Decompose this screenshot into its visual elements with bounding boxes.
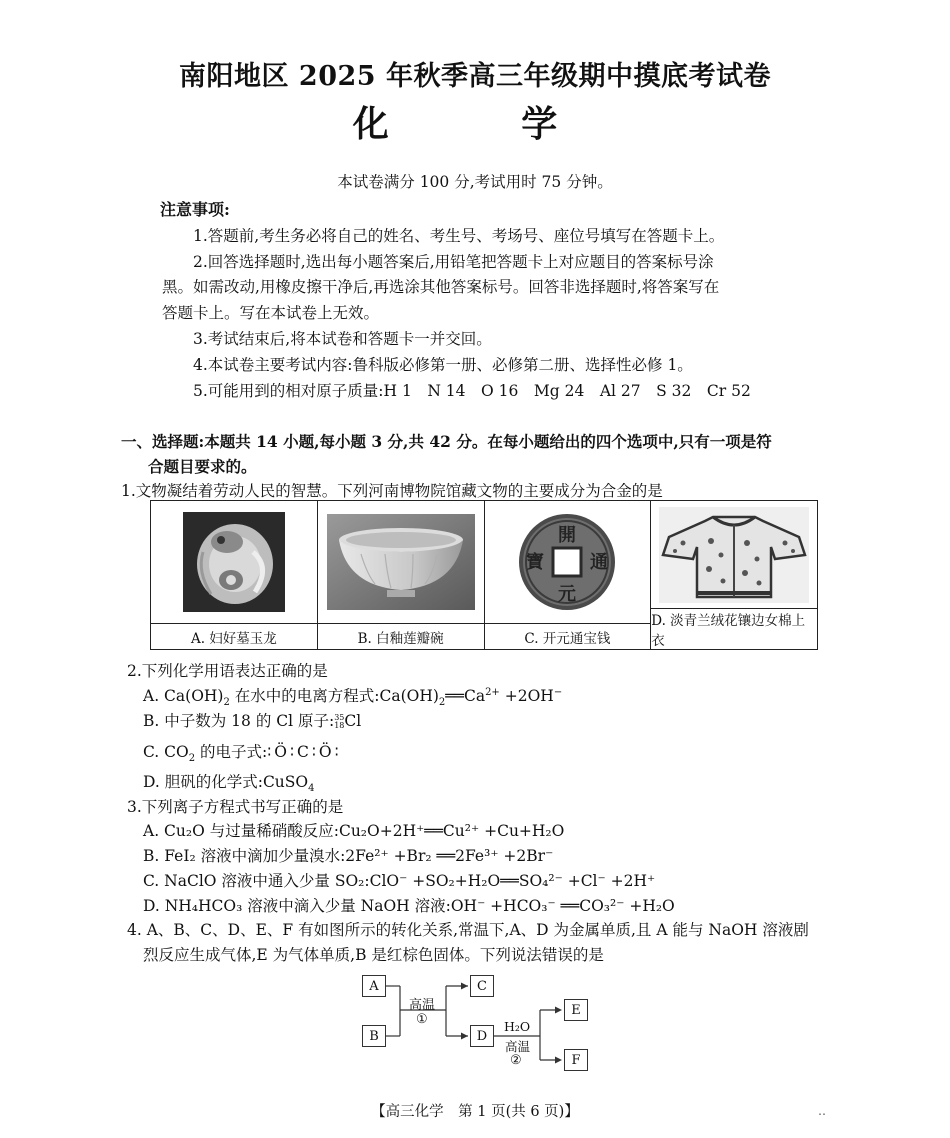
condition-2-water: H₂O	[504, 1019, 531, 1034]
node-d: D	[470, 1025, 494, 1047]
coin-char-bottom: 元	[558, 584, 577, 605]
co2-electron-formula: ∶Ö∶C∶Ö∶	[267, 743, 342, 761]
subject-title: 化 学	[352, 103, 598, 145]
note-2b: 黑。如需改动,用橡皮擦干净后,再选涂其他答案标号。回答非选择题时,将答案写在	[162, 278, 720, 296]
step-2-label: ②	[510, 1053, 522, 1068]
condition-1-label: 高温	[409, 998, 436, 1013]
exam-info: 本试卷满分 100 分,考试用时 75 分钟。	[337, 173, 613, 191]
exam-title: 南阳地区 2025 年秋季高三年级期中摸底考试卷	[179, 61, 771, 92]
question-1-stem: 1.文物凝结着劳动人民的智慧。下列河南博物院馆藏文物的主要成分为合金的是	[121, 482, 663, 500]
question-2-option-d: D. 胆矾的化学式:CuSO$_4$	[143, 773, 315, 795]
coin-char-top: 開	[558, 525, 577, 546]
option-a-label: A. 妇好墓玉龙	[190, 630, 277, 647]
option-c-label: C. 开元通宝钱	[524, 630, 611, 647]
note-4: 4.本试卷主要考试内容:鲁科版必修第一册、必修第二册、选择性必修 1。	[193, 356, 693, 374]
section-1-instructions: 一、选择题:本题共 14 小题,每小题 3 分,共 42 分。在每小题给出的四个选项中,只有一项是符	[121, 432, 772, 451]
question-3-option-d: D. NH₄HCO₃ 溶液中滴入少量 NaOH 溶液:OH⁻ +HCO₃⁻ ══CO₃²⁻ +H₂O	[143, 897, 675, 915]
page-footer: 【高三化学 第 1 页(共 6 页)】	[371, 1104, 579, 1120]
node-a: A	[362, 975, 386, 997]
coin-char-right: 通	[590, 552, 609, 573]
condition-2-label: 高温	[505, 1039, 531, 1054]
note-1: 1.答题前,考生务必将自己的姓名、考生号、考场号、座位号填写在答题卡上。	[193, 227, 725, 245]
notes-heading: 注意事项:	[160, 200, 230, 219]
question-4-line-1: 4. A、B、C、D、E、F 有如图所示的转化关系,常温下,A、D 为金属单质,且 A 能与 NaOH 溶液剧	[127, 921, 809, 939]
question-2-option-c: C. $CO_2$ 的电子式:∶Ö∶C∶Ö∶	[143, 743, 342, 765]
note-2a: 2.回答选择题时,选出每小题答案后,用铅笔把答题卡上对应题目的答案标号涂	[193, 253, 714, 271]
node-f: F	[564, 1049, 588, 1071]
note-3: 3.考试结束后,将本试卷和答题卡一并交回。	[193, 330, 492, 348]
note-5: 5.可能用到的相对原子质量:H 1 N 14 O 16 Mg 24 Al 27 S 32 Cr 52	[193, 382, 751, 400]
question-2-stem: 2.下列化学用语表达正确的是	[127, 662, 328, 680]
question-3-option-b: B. FeI₂ 溶液中滴加少量溴水:2Fe²⁺ +Br₂ ══2Fe³⁺ +2Br⁻	[143, 847, 554, 865]
option-b-label: B. 白釉莲瓣碗	[357, 630, 444, 647]
question-3-option-c: C. NaClO 溶液中通入少量 SO₂:ClO⁻ +SO₂+H₂O══SO₄²⁻ +Cl⁻ +2H⁺	[143, 872, 656, 890]
question-2-option-a: A. $Ca(OH)_2$ 在水中的电离方程式$:Ca(OH)_2══Ca^{2+} +2OH^-$	[143, 686, 563, 709]
note-2c: 答题卡上。写在本试卷上无效。	[162, 304, 380, 322]
node-e: E	[564, 999, 588, 1021]
coin-char-left: 寶	[526, 552, 545, 573]
question-2-option-b: B. 中子数为 18 的 Cl 原子: 35 18 Cl	[143, 712, 362, 730]
node-b: B	[362, 1025, 386, 1047]
question-3-option-a: A. Cu₂O 与过量稀硝酸反应:Cu₂O+2H⁺══Cu²⁺ +Cu+H₂O	[143, 822, 565, 840]
question-4-line-2: 烈反应生成气体,E 为气体单质,B 是红棕色固体。下列说法错误的是	[143, 946, 604, 964]
option-d-label: D. 淡青兰绒花镶边女棉上衣	[651, 613, 806, 649]
corner-mark: ‥	[818, 1104, 827, 1118]
node-c: C	[470, 975, 494, 997]
step-1-label: ①	[416, 1012, 428, 1027]
question-3-stem: 3.下列离子方程式书写正确的是	[127, 798, 344, 816]
section-1-instructions-cont: 合题目要求的。	[148, 457, 257, 476]
